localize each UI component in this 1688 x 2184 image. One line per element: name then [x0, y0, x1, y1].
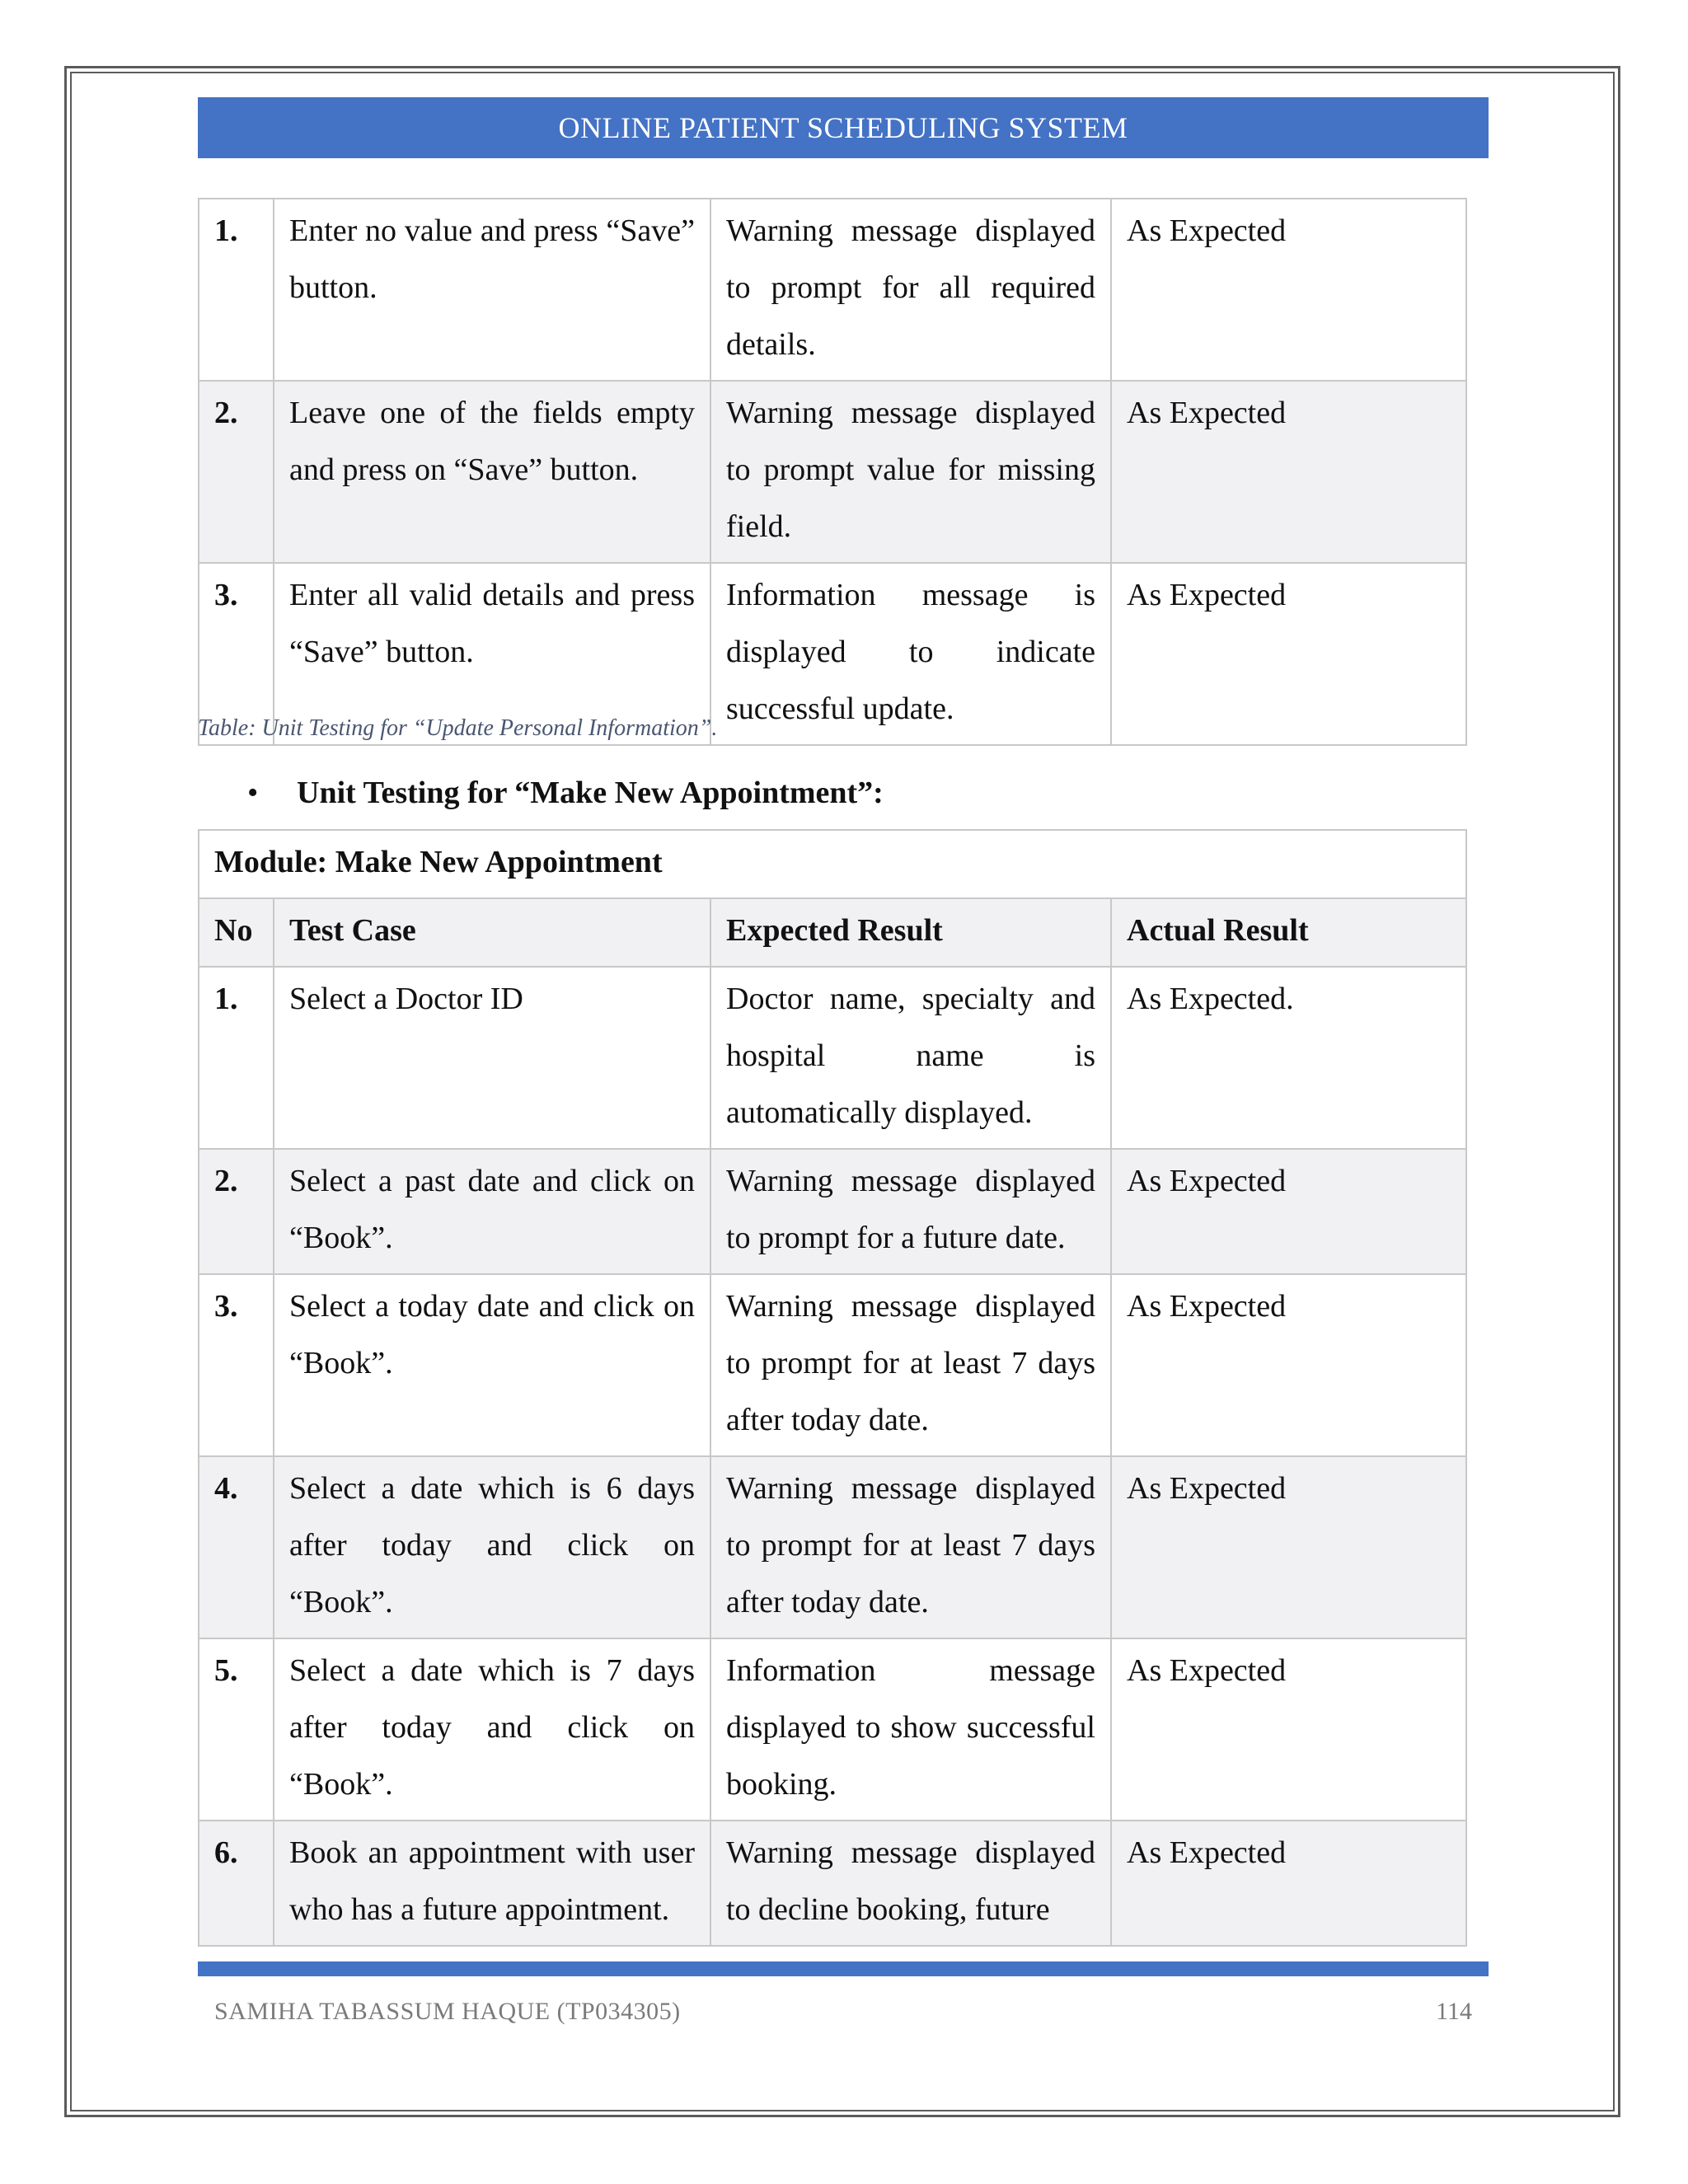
test-case-cell: Select a date which is 6 days after today and click on “Book”. — [274, 1456, 710, 1638]
test-case-cell: Book an appointment with user who has a future appointment. — [274, 1821, 710, 1946]
document-header — [198, 97, 1489, 158]
actual-result-cell: As Expected — [1111, 1274, 1466, 1456]
table-row — [199, 1821, 1466, 1946]
table-header-row — [199, 898, 1466, 967]
expected-result-cell: Warning message displayed to prompt for all required details. — [710, 199, 1111, 381]
actual-result-cell: As Expected — [1111, 1821, 1466, 1946]
update-personal-info-table — [198, 198, 1467, 746]
actual-result-cell: As Expected — [1111, 563, 1466, 745]
test-case-cell: Leave one of the fields empty and press on “Save” button. — [274, 381, 710, 563]
expected-result-cell: Warning message displayed to prompt for at least 7 days after today date. — [710, 1274, 1111, 1456]
module-title: Module: Make New Appointment — [199, 830, 1466, 898]
table-row — [199, 1456, 1466, 1638]
expected-result-cell: Doctor name, specialty and hospital name is automatically displayed. — [710, 967, 1111, 1149]
actual-result-cell: As Expected — [1111, 199, 1466, 381]
table-row — [199, 967, 1466, 1149]
section-heading: Unit Testing for “Make New Appointment”: — [297, 776, 884, 810]
expected-result-cell: Information message displayed to show successful booking. — [710, 1638, 1111, 1821]
test-case-cell: Select a past date and click on “Book”. — [274, 1149, 710, 1274]
row-number: 4. — [199, 1456, 274, 1638]
document-title: ONLINE PATIENT SCHEDULING SYSTEM — [558, 111, 1128, 144]
expected-result-cell: Warning message displayed to prompt value for missing field. — [710, 381, 1111, 563]
row-number: 3. — [199, 563, 274, 745]
row-number: 2. — [199, 381, 274, 563]
table-row — [199, 199, 1466, 381]
test-case-cell: Enter no value and press “Save” button. — [274, 199, 710, 381]
row-number: 3. — [199, 1274, 274, 1456]
module-row — [199, 830, 1466, 898]
expected-result-cell: Warning message displayed to decline booking, future — [710, 1821, 1111, 1946]
column-header-test-case: Test Case — [274, 898, 710, 967]
table-row — [199, 1274, 1466, 1456]
actual-result-cell: As Expected — [1111, 1456, 1466, 1638]
row-number: 5. — [199, 1638, 274, 1821]
column-header-no: No — [199, 898, 274, 967]
actual-result-cell: As Expected — [1111, 1638, 1466, 1821]
footer-bar — [198, 1961, 1489, 1976]
test-case-cell: Enter all valid details and press “Save” button. — [274, 563, 710, 745]
actual-result-cell: As Expected — [1111, 381, 1466, 563]
page-number: 114 — [1436, 1998, 1472, 2025]
row-number: 6. — [199, 1821, 274, 1946]
actual-result-cell: As Expected — [1111, 1149, 1466, 1274]
row-number: 1. — [199, 199, 274, 381]
footer-author: SAMIHA TABASSUM HAQUE (TP034305) — [214, 1998, 681, 2025]
row-number: 1. — [199, 967, 274, 1149]
test-case-cell: Select a date which is 7 days after today and click on “Book”. — [274, 1638, 710, 1821]
table-row — [199, 1638, 1466, 1821]
expected-result-cell: Warning message displayed to prompt for a future date. — [710, 1149, 1111, 1274]
actual-result-cell: As Expected. — [1111, 967, 1466, 1149]
table-caption: Table: Unit Testing for “Update Personal Information”. — [198, 715, 718, 741]
bullet-icon: • — [247, 776, 259, 810]
column-header-expected-result: Expected Result — [710, 898, 1111, 967]
column-header-actual-result: Actual Result — [1111, 898, 1466, 967]
row-number: 2. — [199, 1149, 274, 1274]
test-case-cell: Select a today date and click on “Book”. — [274, 1274, 710, 1456]
make-new-appointment-table — [198, 829, 1467, 1947]
table-row — [199, 1149, 1466, 1274]
table-row — [199, 381, 1466, 563]
expected-result-cell: Warning message displayed to prompt for at least 7 days after today date. — [710, 1456, 1111, 1638]
test-case-cell: Select a Doctor ID — [274, 967, 710, 1149]
expected-result-cell: Information message is displayed to indicate successful update. — [710, 563, 1111, 745]
